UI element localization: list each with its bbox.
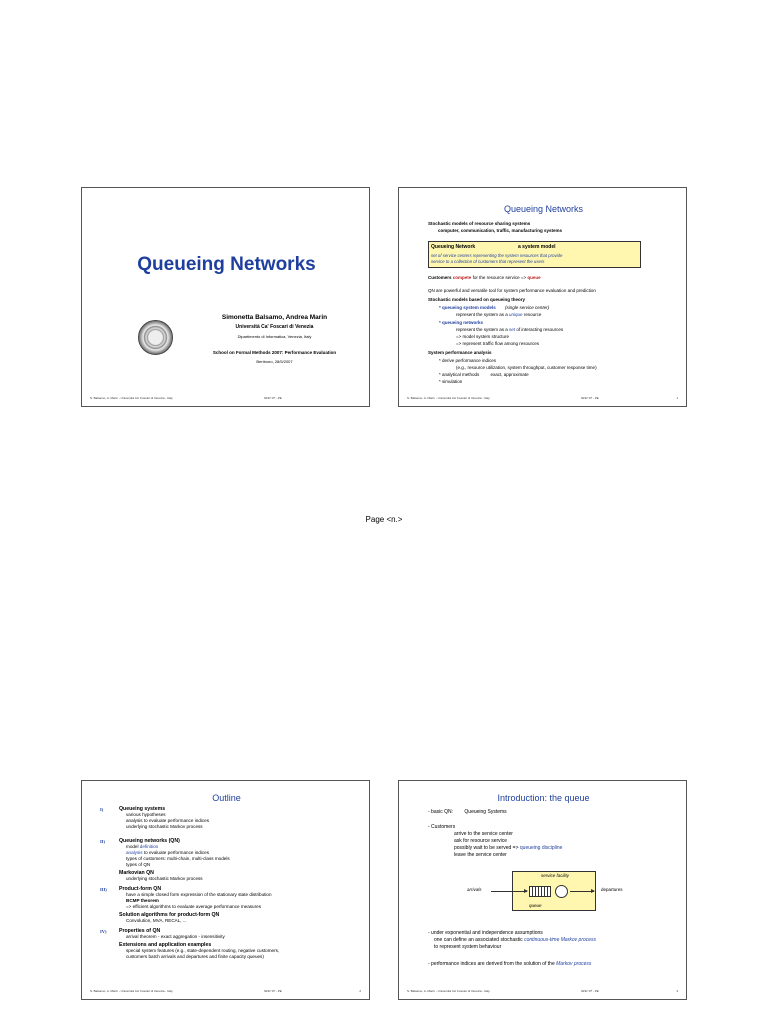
slide-queueing-networks [398,187,687,407]
s2-text: resource [523,312,542,317]
roman-numeral: III) [100,887,107,892]
s2-line: (e.g., resource utilization, system throughput, customer response time) [456,365,597,370]
outline-item: BCMP theorem [126,898,159,903]
outline-heading: Solution algorithms for product-form QN [119,912,220,918]
s2-text: for the resource service => [472,275,527,280]
s4-line [454,845,562,851]
outline-item: have a simple closed form expression of the stationary state distribution [126,892,272,897]
s2-line: Stochastic models of resource sharing systems [428,221,531,226]
footer-middle: SFM '07 - PE [581,989,599,993]
outline-text: model [126,844,139,849]
slide2-title: Queueing Networks [503,204,584,214]
page-label: Page <n.> [365,515,403,524]
s2-line: Stochastic models based on queueing theory [428,297,526,302]
place-date: Bertinoro, 28/5/2007 [256,359,293,364]
s2-text: exact, approximate [490,372,529,377]
outline-heading: Product-form QN [119,886,162,892]
s2-text: represent the system as a [456,312,508,317]
outline-heading: Markovian QN [119,870,154,876]
s4-line: ask for resource service [454,838,508,844]
outline-item: special system features (e.g., state-dependent routing, negative customers, [126,948,280,953]
s2-line [439,372,529,377]
s2-text: set [509,327,516,332]
outline-item: types of QN [126,862,151,867]
s4-text: - basic QN: [428,809,454,815]
s4-line [428,961,591,967]
outline-item: various hypotheses [126,812,166,817]
s4-text: Markov process [556,961,592,967]
s4-line [428,809,507,815]
outline-item: arrival theorem - exact aggregation - insensitivity [126,934,225,939]
outline-item: Convolution, MVA, RECAL, ... [126,918,187,923]
footer-left: S. Balsamo, A. Marin - Università Ca' Foscari di Venezia - Italy [90,396,173,400]
slide-title [81,187,370,407]
s2-line [439,305,549,310]
s4-line: leave the service center [454,852,507,858]
outline-text: analysis [126,850,143,855]
departures-label: departures [601,887,623,892]
footer-left: S. Balsamo, A. Marin - Università Ca' Foscari di Venezia - Italy [90,989,173,993]
page-number: 2 [359,989,361,993]
s4-line: to represent system behaviour [434,944,502,950]
s2-text: represent the system as a [456,327,508,332]
page-number: 1 [676,396,678,400]
s4-line: arrive to the service center [454,831,513,837]
s4-text: - performance indices are derived from the solution of the [428,961,555,967]
department: Dipartimento di Informatica, Venezia, Italy [237,334,312,339]
outline-heading: Extensions and application examples [119,942,212,948]
s2-line: System performance analysis [428,350,492,355]
outline-item [126,850,209,855]
outline-item: underlying stochastic Markov process [126,876,203,881]
authors: Simonetta Balsamo, Andrea Marin [221,314,328,321]
outline-item [126,844,158,849]
outline-heading: Queueing networks (QN) [119,838,180,844]
outline-item: customers batch arrivals and departures and finite capacity queues) [126,954,264,959]
s2-customers-line [428,275,541,280]
outline-item: => efficient algorithms to evaluate average performance measures [126,904,261,909]
outline-text: to evaluate performance indices [143,850,210,855]
university: Università Ca' Foscari di Venezia [235,324,314,330]
box-text: set of service centers representing the system resources that provide [431,253,563,258]
queue-buffer-icon [529,886,551,897]
slide1-title: Queueing Networks [137,254,316,275]
s2-text: unique [509,312,523,317]
s2-line: * derive performance indices [439,358,497,363]
slide4-title: Introduction: the queue [497,793,590,803]
outline-text: definition [139,844,159,849]
s2-line [456,327,563,332]
departure-arrow-icon [570,891,594,892]
slide3-title: Outline [212,793,241,803]
outline-item: types of customers: multi-chain, multi-class models [126,856,230,861]
s2-text: (single service center) [505,305,550,310]
slide-outline [81,780,370,1000]
s2-text: Customers [428,275,452,280]
s4-text: => [512,845,519,851]
server-icon [555,885,568,898]
s2-line: QN are powerful and versatile tool for system performance evaluation and prediction [428,288,596,293]
definition-box [428,241,641,268]
box-term: Queueing Network [431,244,476,250]
s2-line: => represent traffic flow among resources [456,341,539,346]
outline-item: analysis to evaluate performance indices [126,818,209,823]
s4-text: possibly wait to be served [454,845,512,851]
s4-text: continuous-time Markov process [524,937,597,943]
s2-text: * queueing system models [439,305,496,310]
roman-numeral: IV) [100,929,107,934]
s2-line: * queueing networks [439,320,484,325]
s2-text: of interacting resources [516,327,564,332]
s2-line: * simulation [439,379,463,384]
outline-heading: Queueing systems [119,806,166,812]
s4-text: stochastic [500,937,523,943]
university-seal-icon [138,320,173,355]
s4-text: Queueing Systems [464,809,507,815]
box-text: service to a collection of customers that represent the users [431,259,545,264]
s4-text: one can define an associated [434,937,500,943]
footer-middle: SFM '07 - PE [581,396,599,400]
footer-middle: SFM '07 - PE [264,396,282,400]
arrivals-label: arrivals [467,887,482,892]
school: School on Formal Methods 2007: Performance Evaluation [212,350,337,355]
s2-text: queue [527,275,541,280]
footer-middle: SFM '07 - PE [264,989,282,993]
s2-line: => model system structure [456,334,510,339]
s4-line [434,937,596,943]
footer-left: S. Balsamo, A. Marin - Università Ca' Foscari di Venezia - Italy [407,396,490,400]
page-number: 3 [676,989,678,993]
queue-label: queue [529,903,542,908]
s4-text: queueing discipline [519,845,563,851]
s2-line: computer, communication, traffic, manufacturing systems [438,228,563,233]
outline-heading: Properties of QN [119,928,161,934]
slide-intro-queue [398,780,687,1000]
service-facility-label: service facility [541,873,570,878]
arrival-arrow-icon [491,891,527,892]
s4-line: - Customers [428,824,456,830]
roman-numeral: I) [100,807,104,812]
s2-line [456,312,541,317]
s4-line: - under exponential and independence assumptions [428,930,543,936]
footer-left: S. Balsamo, A. Marin - Università Ca' Foscari di Venezia - Italy [407,989,490,993]
s2-text: * analytical methods [439,372,480,377]
roman-numeral: II) [100,839,106,844]
outline-item: underlying stochastic Markov process [126,824,203,829]
box-def: a system model [518,244,556,250]
s2-text: compete [452,275,472,280]
